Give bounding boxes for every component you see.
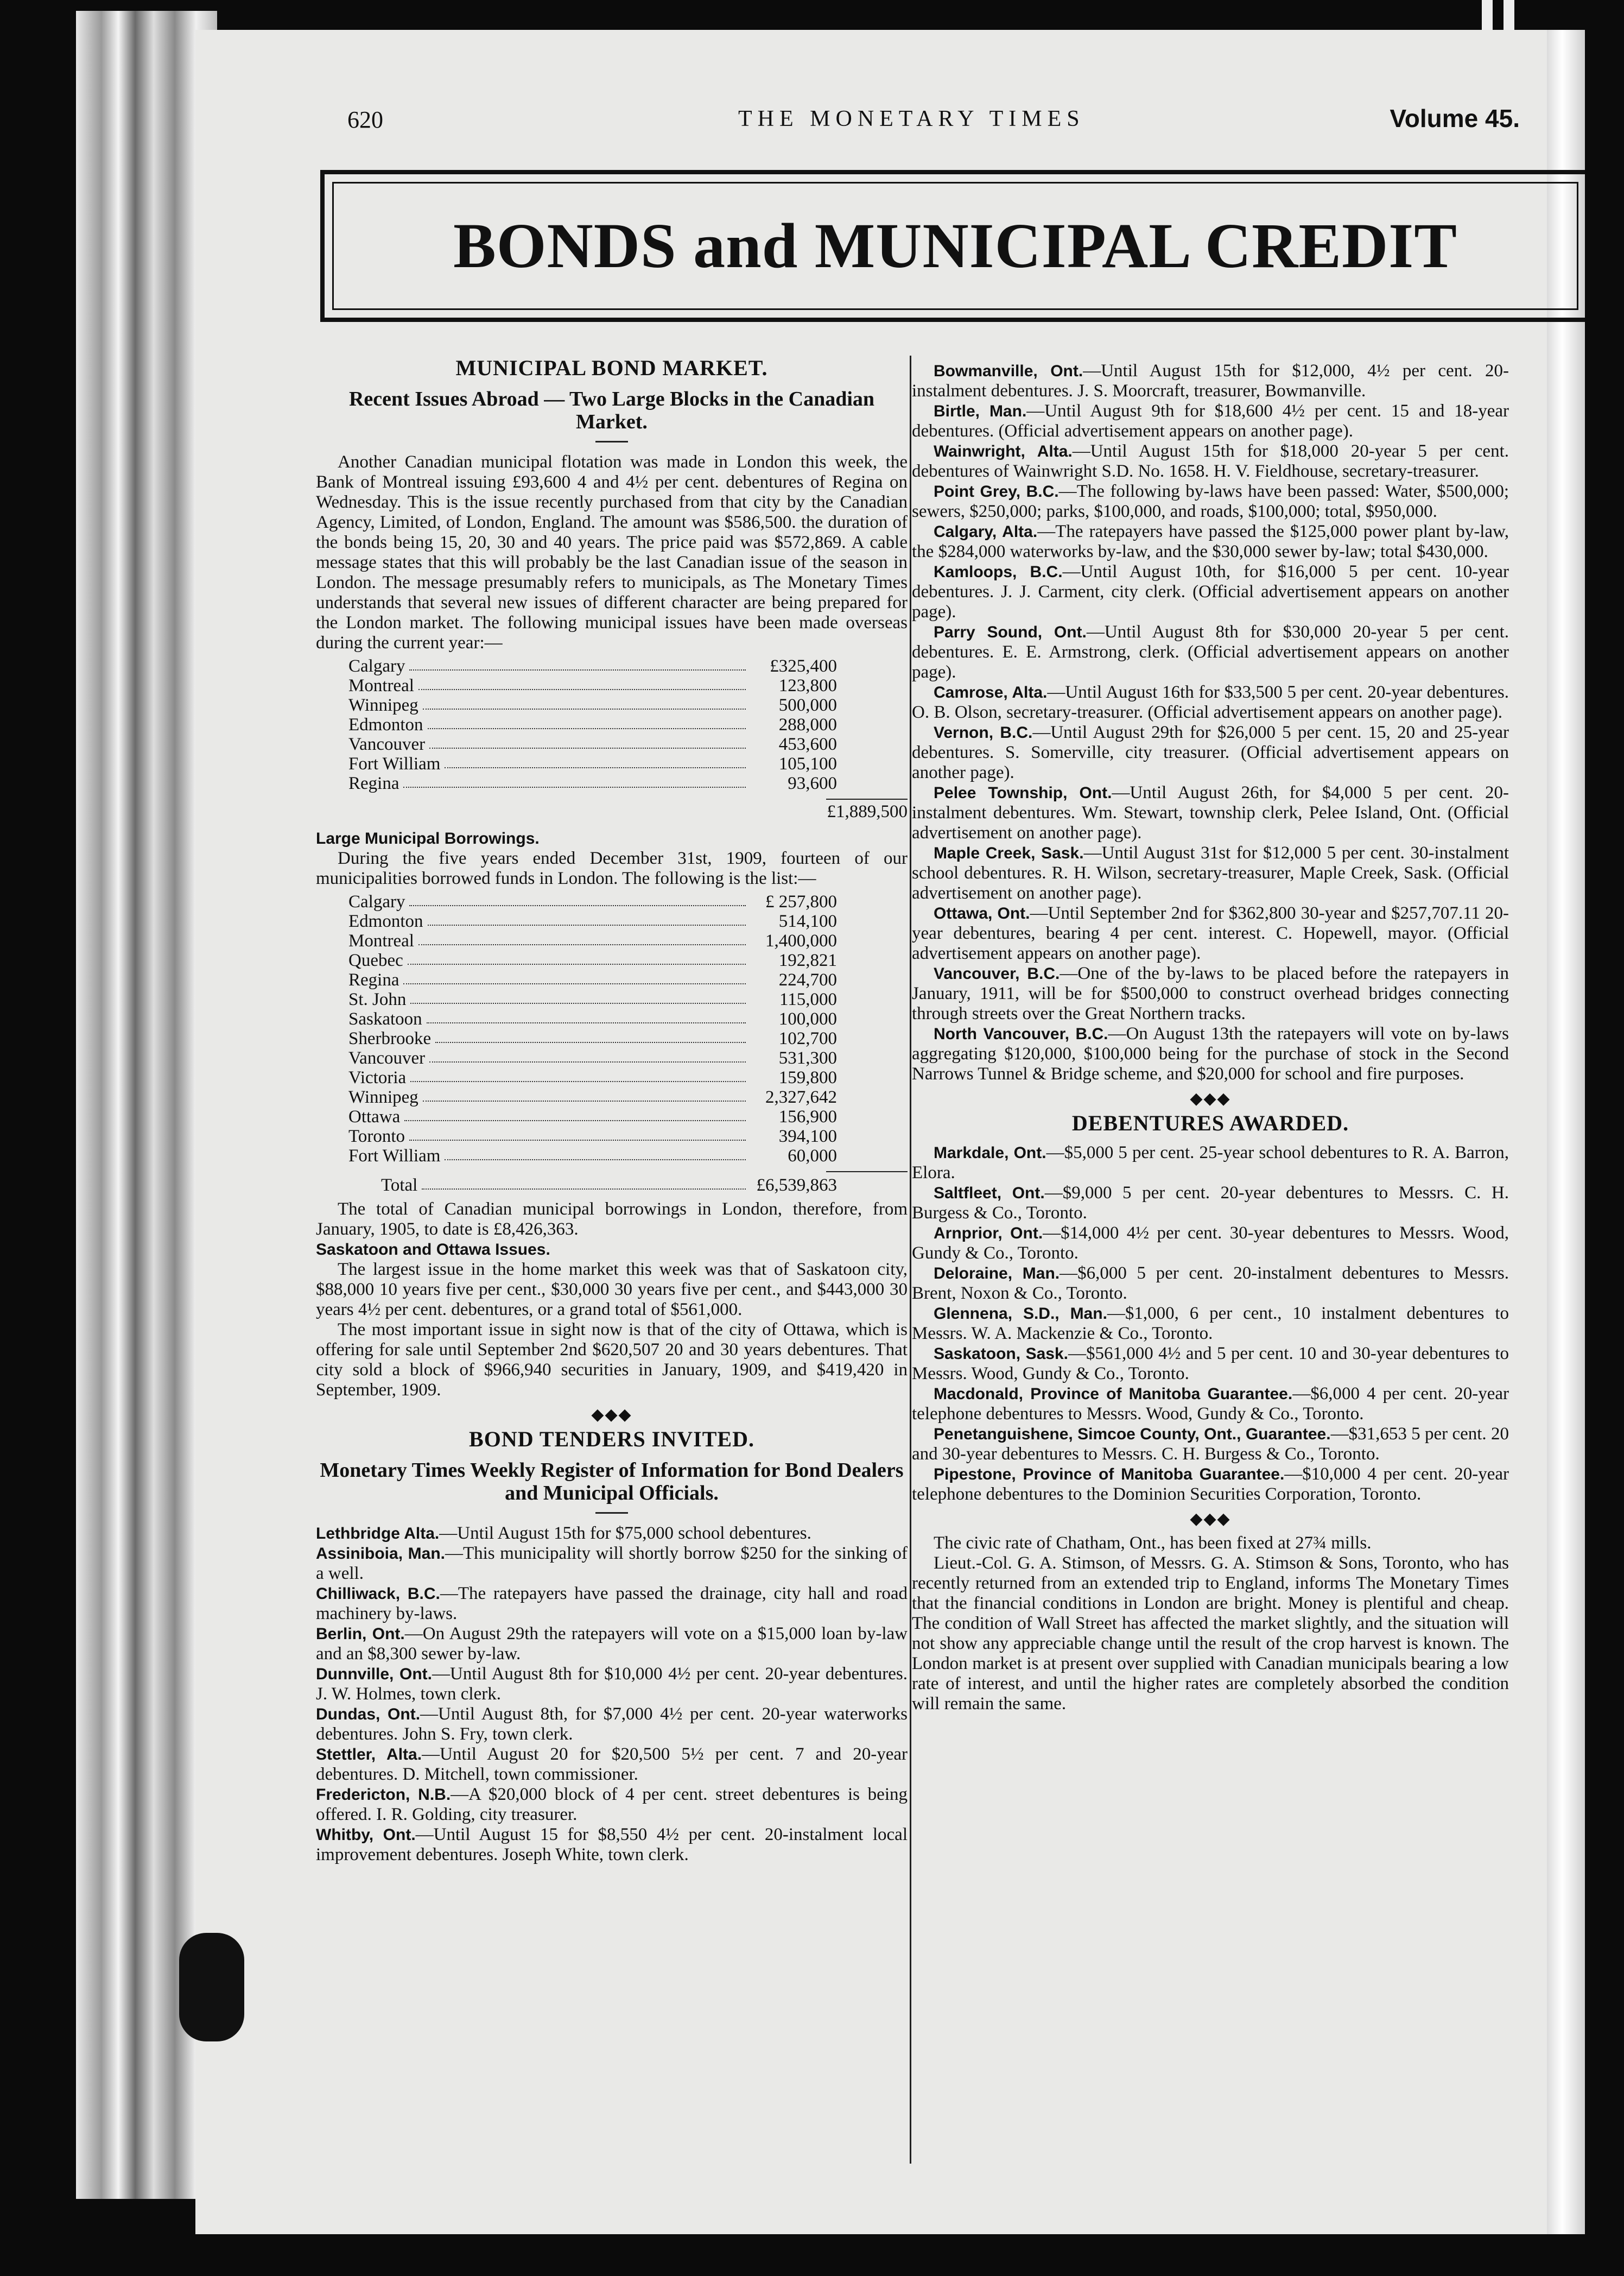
amount: 115,000 xyxy=(779,990,837,1009)
leader-dots xyxy=(418,931,746,945)
list-item xyxy=(348,912,837,931)
amount: £325,400 xyxy=(770,656,837,676)
entry-text: —A $20,000 block of 4 per cent. street debentures is being offered. I. R. Golding, city treasurer. xyxy=(316,1785,908,1824)
leader-dots xyxy=(445,1146,746,1160)
city-name: St. John xyxy=(348,990,407,1009)
overseas-total: £1,889,500 xyxy=(827,802,908,821)
entry-place: Camrose, Alta. xyxy=(934,684,1048,701)
list-item xyxy=(348,951,837,970)
amount: 156,900 xyxy=(778,1107,837,1127)
amount: 394,100 xyxy=(778,1127,837,1146)
entry-place: Calgary, Alta. xyxy=(934,523,1038,541)
entry-text: —Until August 20 for $20,500 5½ per cent. 7 and 20-year debentures. D. Mitchell, town commissioner. xyxy=(316,1744,908,1784)
entry-place: Dunnville, Ont. xyxy=(316,1665,432,1683)
register-entry xyxy=(316,1785,908,1825)
journal-title: THE MONETARY TIMES xyxy=(738,106,1085,131)
register-entry xyxy=(912,401,1509,441)
amount: 224,700 xyxy=(778,970,837,990)
entry-place: Fredericton, N.B. xyxy=(316,1786,451,1804)
register-entry xyxy=(316,1523,908,1544)
list-item xyxy=(348,1068,837,1088)
entry-text: —$31,653 5 per cent. 20 and 30-year debentures to Messrs. C. H. Burgess & Co., Toronto. xyxy=(912,1424,1509,1464)
city-name: Victoria xyxy=(348,1068,407,1088)
ornament: ◆◆◆ xyxy=(1190,1510,1231,1528)
amount: 60,000 xyxy=(788,1146,837,1166)
entry-text: —$5,000 5 per cent. 25-year school debentures to R. A. Barron, Elora. xyxy=(912,1143,1509,1183)
total-rule xyxy=(826,1171,908,1172)
register-entry xyxy=(912,783,1509,843)
page-edge xyxy=(1547,30,1585,2234)
amount: 123,800 xyxy=(778,676,837,696)
entry-place: Arnprior, Ont. xyxy=(934,1224,1043,1242)
list-item xyxy=(348,1146,837,1166)
entry-text: —Until August 15 for $8,550 4½ per cent. 20-instalment local improvement debentures. Joseph White, town clerk. xyxy=(316,1825,908,1864)
leader-dots xyxy=(403,774,746,788)
leader-dots xyxy=(408,951,746,965)
entry-text: —Until August 9th for $18,600 4½ per cent. 15 and 18-year debentures. (Official advertisement appears on another page). xyxy=(912,401,1509,441)
entry-text: —$10,000 4 per cent. 20-year telephone debentures to the Dominion Securities Corporation, Toronto. xyxy=(912,1464,1509,1504)
entry-text: —Until August 8th for $30,000 20-year 5 per cent. debentures. E. E. Armstrong, clerk. (Official advertisement appears on another page). xyxy=(912,622,1509,682)
entry-text: —On August 29th the ratepayers will vote on a $15,000 loan by-law and an $8,300 sewer by-law. xyxy=(316,1624,908,1664)
amount: 100,000 xyxy=(778,1009,837,1029)
entry-place: Maple Creek, Sask. xyxy=(934,844,1084,862)
city-name: Montreal xyxy=(348,931,414,951)
register-entry xyxy=(912,622,1509,682)
entry-text: —Until August 31st for $12,000 5 per cent. 30-instalment school debentures. R. H. Wilson, secretary-treasurer, Maple Creek, Sask. (Official advertisement on another page). xyxy=(912,843,1509,903)
entry-place: Dundas, Ont. xyxy=(316,1705,421,1723)
register-entry xyxy=(912,964,1509,1024)
volume-label: Volume 45. xyxy=(1390,104,1520,132)
amount: 2,327,642 xyxy=(765,1088,837,1107)
amount: 192,821 xyxy=(778,951,837,970)
city-name: Toronto xyxy=(348,1127,405,1146)
list-item xyxy=(348,892,837,912)
entry-text: —Until September 2nd for $362,800 30-year and $257,707.11 20-year debentures, bearing 4 per cent. interest. C. Hopewell, mayor. (Official advertisement appears on another page). xyxy=(912,903,1509,963)
register-entry xyxy=(316,1744,908,1785)
register-entry xyxy=(912,482,1509,522)
leader-dots xyxy=(404,1107,746,1121)
register-entry xyxy=(912,522,1509,562)
list-item xyxy=(348,754,837,774)
register-entry xyxy=(912,1183,1509,1223)
register-entry xyxy=(912,1344,1509,1384)
entry-place: Bowmanville, Ont. xyxy=(934,362,1083,380)
city-name: Calgary xyxy=(348,656,405,676)
register-entry xyxy=(912,1304,1509,1344)
ottawa-paragraph: The most important issue in sight now is that of the city of Ottawa, which is offering for sale until September 2nd $620,507 20 and 30 years debentures. That city sold a block of $966,940 securities in January, 1909, and $419,420 in September, 1909. xyxy=(316,1320,908,1400)
entry-text: —Until August 10th, for $16,000 5 per cent. 10-year debentures. J. J. Carment, city clerk. (Official advertisement appears on another page). xyxy=(912,562,1509,622)
leader-dots xyxy=(428,715,746,729)
saskatoon-paragraph: The largest issue in the home market this week was that of Saskatoon city, $88,000 10 years five per cent., $30,000 30 years five per cent., and $443,000 30 years 4½ per cent. debentures, or a grand total of $561,000. xyxy=(316,1260,908,1319)
list-item xyxy=(348,735,837,754)
register-entry xyxy=(912,843,1509,903)
city-name: Vancouver xyxy=(348,735,426,754)
amount: 514,100 xyxy=(778,912,837,931)
entry-place: Vernon, B.C. xyxy=(934,724,1033,742)
running-header xyxy=(347,106,1520,138)
leader-dots xyxy=(410,990,746,1004)
register-entry xyxy=(316,1624,908,1664)
list-item xyxy=(348,931,837,951)
register-entry xyxy=(316,1664,908,1704)
register-entry xyxy=(912,1424,1509,1464)
entry-place: Parry Sound, Ont. xyxy=(934,623,1087,641)
city-name: Sherbrooke xyxy=(348,1029,432,1048)
list-item xyxy=(348,715,837,735)
list-item xyxy=(348,774,837,793)
entry-text: —$9,000 5 per cent. 20-year debentures to Messrs. C. H. Burgess & Co., Toronto. xyxy=(912,1183,1509,1223)
entry-text: —The ratepayers have passed the $125,000 power plant by-law, the $284,000 waterworks by-law, and the $30,000 sewer by-law; total $430,000. xyxy=(912,522,1509,561)
entry-place: Kamloops, B.C. xyxy=(934,563,1063,581)
total-rule xyxy=(826,799,908,800)
list-item xyxy=(348,1127,837,1146)
right-column xyxy=(912,361,1509,1714)
leader-dots xyxy=(409,892,746,906)
chatham-paragraph: The civic rate of Chatham, Ont., has been fixed at 27¾ mills. xyxy=(934,1533,1372,1553)
city-name: Regina xyxy=(348,970,399,990)
register-entry xyxy=(912,1464,1509,1504)
borrowings-total-list xyxy=(348,1175,837,1195)
amount: 500,000 xyxy=(778,696,837,715)
amount: 102,700 xyxy=(778,1029,837,1048)
leader-dots xyxy=(427,1009,746,1023)
stimson-paragraph: Lieut.-Col. G. A. Stimson, of Messrs. G. A. Stimson & Sons, Toronto, who has recently returned from an extended trip to England, informs The Monetary Times that the financial conditions in London are bright. Money is plentiful and cheap. The condition of Wall Street has affected the market slightly, and the situation will not show any appreciable change until the result of the crop harvest is known. The London market is at present over supplied with Canadian municipals bearing a low rate of interest, and until the higher rates are completely absorbed the condition will remain the same. xyxy=(912,1553,1509,1714)
list-item xyxy=(348,970,837,990)
entry-text: —Until August 8th for $10,000 4½ per cent. 20-year debentures. J. W. Holmes, town clerk. xyxy=(316,1664,908,1704)
thumb-shadow xyxy=(179,1933,244,2041)
entry-text: —This municipality will shortly borrow $250 for the sinking of a well. xyxy=(316,1544,908,1583)
entry-text: —Until August 15th for $75,000 school debentures. xyxy=(439,1523,811,1543)
entry-place: Stettler, Alta. xyxy=(316,1746,422,1763)
entry-text: —Until August 26th, for $4,000 5 per cent. 20-instalment debentures. Wm. Stewart, township clerk, Pelee Island, Ont. (Official advertisement on another page). xyxy=(912,783,1509,843)
amount: 288,000 xyxy=(778,715,837,735)
entry-place: Birtle, Man. xyxy=(934,402,1027,420)
amount: 453,600 xyxy=(778,735,837,754)
amount: 93,600 xyxy=(788,774,837,793)
entry-text: —Until August 15th for $12,000, 4½ per cent. 20-instalment debentures. J. S. Moorcraft, treasurer, Bowmanville. xyxy=(912,361,1509,401)
entry-text: —$561,000 4½ and 5 per cent. 10 and 30-year debentures to Messrs. Wood, Gundy & Co., Toronto. xyxy=(912,1344,1509,1383)
entry-place: North Vancouver, B.C. xyxy=(934,1025,1108,1043)
column-divider xyxy=(910,356,911,2164)
leader-dots xyxy=(418,676,746,690)
register-entry xyxy=(912,1263,1509,1304)
saskatoon-heading: Saskatoon and Ottawa Issues. xyxy=(316,1241,550,1259)
city-name: Fort William xyxy=(348,754,441,774)
overseas-issues-list xyxy=(348,656,837,793)
tenders-heading: BOND TENDERS INVITED. xyxy=(469,1427,754,1451)
city-name: Winnipeg xyxy=(348,696,418,715)
entry-text: —$6,000 5 per cent. 20-instalment debentures to Messrs. Brent, Noxon & Co., Toronto. xyxy=(912,1263,1509,1303)
entry-place: Macdonald, Province of Manitoba Guarantee. xyxy=(934,1385,1293,1403)
borrowings-paragraph: During the five years ended December 31st, 1909, fourteen of our municipalities borrowed funds in London. The following is the list:— xyxy=(316,849,908,888)
entry-place: Saskatoon, Sask. xyxy=(934,1345,1068,1363)
leader-dots xyxy=(435,1029,746,1043)
entry-place: Saltfleet, Ont. xyxy=(934,1184,1045,1202)
entry-place: Glennena, S.D., Man. xyxy=(934,1305,1107,1323)
ornament: ◆◆◆ xyxy=(591,1406,632,1424)
right-tenders-list xyxy=(912,361,1509,1084)
entry-place: Point Grey, B.C. xyxy=(934,483,1059,501)
ornament: ◆◆◆ xyxy=(1190,1090,1231,1108)
register-entry xyxy=(316,1825,908,1865)
register-entry xyxy=(912,441,1509,482)
entry-text: —The ratepayers have passed the drainage, city hall and road machinery by-laws. xyxy=(316,1584,908,1623)
city-name: Vancouver xyxy=(348,1048,426,1068)
overseas-total-row xyxy=(316,802,908,822)
leader-dots xyxy=(409,656,746,671)
intro-paragraph: Another Canadian municipal flotation was made in London this week, the Bank of Montreal issuing £93,600 4 and 4½ per cent. debentures of Regina on Wednesday. This is the issue recently purchased from that city by the Canadian Agency, Limited, of London, England. The amount was $586,500. the duration of the bonds being 15, 20, 30 and 40 years. The price paid was $572,869. A cable message states that this will probably be the last Canadian issue of the season in London. The message presumably refers to municipals, as The Monetary Times understands that several new issues of different character are being prepared for the London market. The following municipal issues have been made overseas during the current year:— xyxy=(316,452,908,653)
leader-dots xyxy=(429,735,746,749)
list-item xyxy=(348,656,837,676)
register-entry xyxy=(912,562,1509,622)
leader-dots xyxy=(429,1048,746,1063)
entry-text: —$6,000 4 per cent. 20-year telephone debentures to Messrs. Wood, Gundy & Co., Toronto. xyxy=(912,1384,1509,1424)
leader-dots xyxy=(409,1127,746,1141)
register-entry xyxy=(912,903,1509,964)
register-entry xyxy=(316,1584,908,1624)
amount: £ 257,800 xyxy=(765,892,837,912)
market-heading: MUNICIPAL BOND MARKET. xyxy=(455,356,768,380)
entry-place: Assiniboia, Man. xyxy=(316,1545,445,1563)
entry-text: —Until August 16th for $33,500 5 per cent. 20-year debentures. O. B. Olson, secretary-treasurer. (Official advertisement appears on another page). xyxy=(912,682,1509,722)
list-item xyxy=(348,990,837,1009)
tenders-subheading: Monetary Times Weekly Register of Information for Bond Dealers and Municipal Officials. xyxy=(320,1459,904,1504)
register-entry xyxy=(912,1223,1509,1263)
leader-dots xyxy=(410,1068,746,1082)
rule xyxy=(595,441,628,442)
city-name: Edmonton xyxy=(348,912,423,931)
city-name: Winnipeg xyxy=(348,1088,418,1107)
register-entry xyxy=(912,1384,1509,1424)
leader-dots xyxy=(423,1088,746,1102)
borrowings-total: £6,539,863 xyxy=(756,1175,837,1195)
leader-dots xyxy=(403,970,746,984)
register-entry xyxy=(912,1143,1509,1183)
borrowings-summary: The total of Canadian municipal borrowings in London, therefore, from January, 1905, to date is £8,426,363. xyxy=(316,1199,908,1239)
awarded-heading: DEBENTURES AWARDED. xyxy=(1071,1111,1349,1135)
banner-frame xyxy=(332,182,1578,310)
city-name: Edmonton xyxy=(348,715,423,735)
entry-place: Wainwright, Alta. xyxy=(934,442,1073,460)
city-name: Saskatoon xyxy=(348,1009,422,1029)
leader-dots xyxy=(423,696,746,710)
left-column xyxy=(316,356,908,1865)
list-item xyxy=(348,1009,837,1029)
entry-place: Pelee Township, Ont. xyxy=(934,784,1112,802)
entry-place: Vancouver, B.C. xyxy=(934,965,1060,983)
section-banner xyxy=(320,170,1585,322)
list-item xyxy=(348,1029,837,1048)
amount: 105,100 xyxy=(778,754,837,774)
borrowings-total-row xyxy=(348,1175,837,1195)
register-entry xyxy=(316,1704,908,1744)
register-entry xyxy=(912,361,1509,401)
leader-dots xyxy=(445,754,746,768)
register-entry xyxy=(912,723,1509,783)
entry-place: Lethbridge Alta. xyxy=(316,1525,440,1542)
city-name: Fort William xyxy=(348,1146,441,1166)
entry-place: Pipestone, Province of Manitoba Guarantee. xyxy=(934,1465,1285,1483)
rule xyxy=(595,1512,628,1514)
amount: 1,400,000 xyxy=(765,931,837,951)
page-number: 620 xyxy=(347,106,383,133)
city-name: Ottawa xyxy=(348,1107,401,1127)
leader-dots xyxy=(428,912,746,926)
left-tenders-list xyxy=(316,1523,908,1865)
total-label: Total xyxy=(381,1175,418,1195)
borrowings-heading: Large Municipal Borrowings. xyxy=(316,830,540,848)
city-name: Montreal xyxy=(348,676,414,696)
entry-text: —$14,000 4½ per cent. 30-year debentures to Messrs. Wood, Gundy & Co., Toronto. xyxy=(912,1223,1509,1263)
entry-text: —Until August 8th, for $7,000 4½ per cent. 20-year waterworks debentures. John S. Fry, town clerk. xyxy=(316,1704,908,1744)
register-entry xyxy=(912,682,1509,723)
entry-place: Chilliwack, B.C. xyxy=(316,1585,440,1603)
list-item xyxy=(348,696,837,715)
entry-place: Deloraine, Man. xyxy=(934,1265,1060,1282)
entry-place: Ottawa, Ont. xyxy=(934,905,1030,922)
entry-place: Whitby, Ont. xyxy=(316,1826,416,1844)
register-entry xyxy=(912,1024,1509,1084)
entry-text: —Until August 29th for $26,000 5 per cent. 15, 20 and 25-year debentures. S. Somerville, city treasurer. (Official advertisement appears on another page). xyxy=(912,723,1509,782)
register-entry xyxy=(316,1544,908,1584)
list-item xyxy=(348,1088,837,1107)
market-subheading: Recent Issues Abroad — Two Large Blocks in the Canadian Market. xyxy=(348,388,875,433)
list-item xyxy=(348,1048,837,1068)
page xyxy=(195,30,1585,2234)
city-name: Quebec xyxy=(348,951,403,970)
list-item xyxy=(348,676,837,696)
entry-place: Penetanguishene, Simcoe County, Ont., Guarantee. xyxy=(934,1425,1331,1443)
entry-text: —$1,000, 6 per cent., 10 instalment debentures to Messrs. W. A. Mackenzie & Co., Toronto. xyxy=(912,1304,1509,1343)
entry-text: —One of the by-laws to be placed before the ratepayers in January, 1911, will be for $500,000 to construct overhead bridges connecting through streets over the Great Northern tracks. xyxy=(912,964,1509,1023)
amount: 531,300 xyxy=(778,1048,837,1068)
entry-text: —The following by-laws have been passed: Water, $500,000; sewers, $250,000; parks, $100,000, and roads, $100,000; total, $950,000. xyxy=(912,482,1509,521)
entry-place: Berlin, Ont. xyxy=(316,1625,405,1643)
list-item xyxy=(348,1107,837,1127)
leader-dots xyxy=(422,1175,746,1190)
city-name: Regina xyxy=(348,774,399,793)
borrowings-list xyxy=(348,892,837,1166)
banner-title: BONDS and MUNICIPAL CREDIT xyxy=(453,210,1457,281)
awarded-list xyxy=(912,1143,1509,1504)
entry-place: Markdale, Ont. xyxy=(934,1144,1046,1162)
city-name: Calgary xyxy=(348,892,405,912)
amount: 159,800 xyxy=(778,1068,837,1088)
entry-text: —Until August 15th for $18,000 20-year 5 per cent. debentures of Wainwright S.D. No. 1658. H. V. Fieldhouse, secretary-treasurer. xyxy=(912,441,1509,481)
entry-text: —On August 13th the ratepayers will vote on by-laws aggregating $120,000, $100,000 being for the purchase of stock in the Second Narrows Tunnel & Bridge scheme, and $20,000 for school and fire purposes. xyxy=(912,1024,1509,1084)
